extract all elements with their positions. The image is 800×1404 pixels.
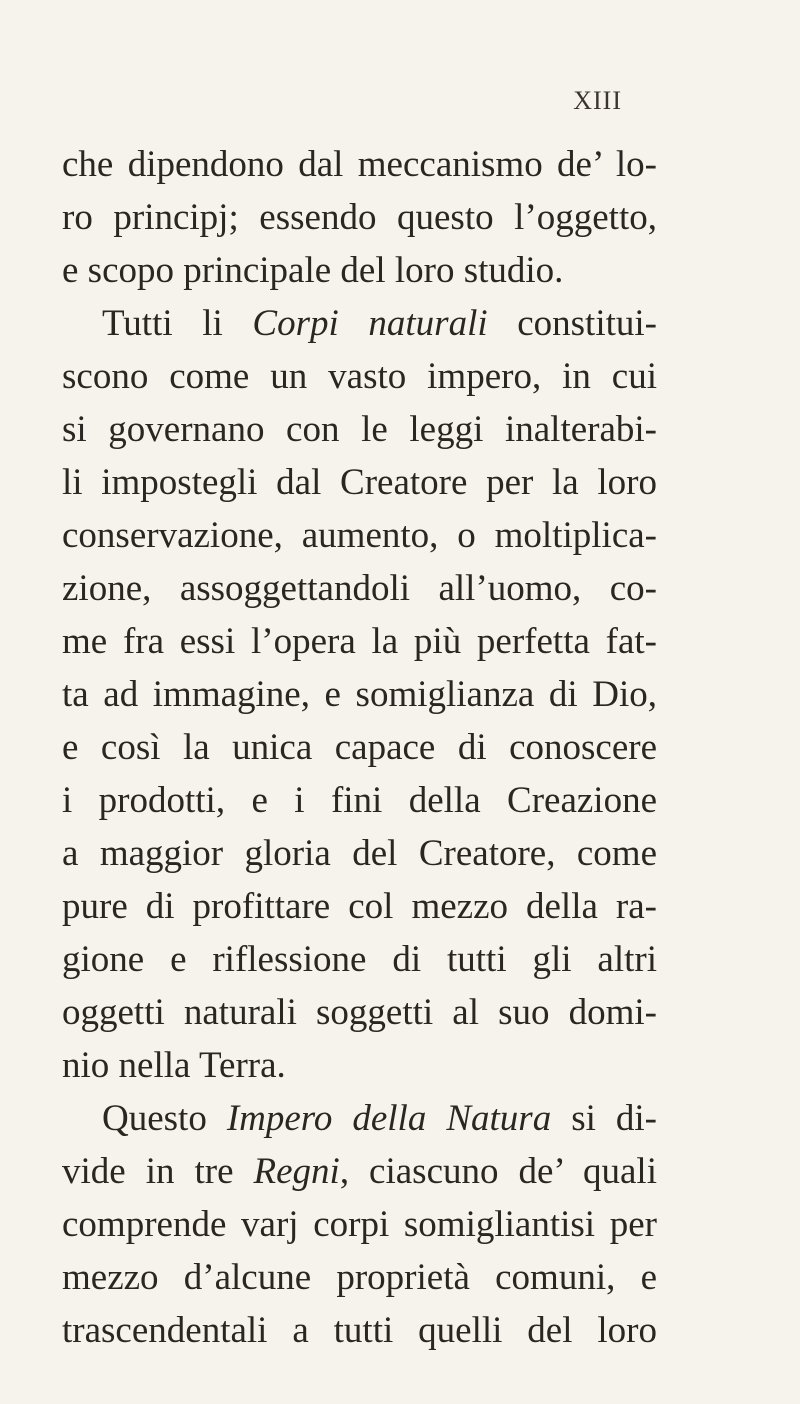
text-line [62, 986, 657, 1039]
italic-term: Regni [253, 1151, 340, 1192]
text-line [62, 509, 657, 562]
text-line [62, 1251, 657, 1304]
text-line [62, 1092, 657, 1145]
text-line [62, 350, 657, 403]
text-line [62, 191, 657, 244]
text-segment: gione e riflessione di tutti gli altri [62, 939, 657, 980]
text-segment: mezzo d’alcune proprietà comuni, e [62, 1257, 657, 1298]
body-text [62, 138, 657, 1357]
text-line [62, 933, 657, 986]
text-segment: scono come un vasto impero, in cui [62, 356, 657, 397]
text-line [62, 615, 657, 668]
text-segment: i prodotti, e i fini della Creazione [62, 780, 657, 821]
text-line [62, 297, 657, 350]
text-segment: comprende varj corpi somigliantisi per [62, 1204, 657, 1245]
text-line [62, 774, 657, 827]
text-segment: vide in tre [62, 1151, 254, 1192]
text-line [62, 456, 657, 509]
text-segment: e scopo principale del loro studio. [62, 250, 564, 291]
text-line [62, 668, 657, 721]
text-line [62, 562, 657, 615]
text-segment: a maggior gloria del Creatore, come [62, 833, 657, 874]
italic-term: Impero della Natura [226, 1098, 552, 1139]
text-segment: constitui- [487, 303, 657, 344]
text-segment: si di- [551, 1098, 658, 1139]
text-line [62, 880, 657, 933]
text-line [62, 1198, 657, 1251]
text-segment: trascendentali a tutti quelli del loro [62, 1310, 657, 1351]
text-line [62, 1039, 657, 1092]
text-segment: zione, assoggettandoli all’uomo, co- [62, 568, 657, 609]
text-line [62, 403, 657, 456]
text-line [62, 138, 657, 191]
text-segment: , ciascuno de’ quali [339, 1151, 657, 1192]
text-segment: ro principj; essendo questo l’oggetto, [62, 197, 657, 238]
text-line [62, 244, 657, 297]
text-line [62, 721, 657, 774]
text-segment: li impostegli dal Creatore per la loro [62, 462, 657, 503]
text-segment: ta ad immagine, e somiglianza di Dio, [62, 674, 657, 715]
text-segment: Tutti li [102, 303, 253, 344]
text-segment: e così la unica capace di conoscere [62, 727, 657, 768]
text-segment: oggetti naturali soggetti al suo domi- [62, 992, 657, 1033]
text-segment: che dipendono dal meccanismo de’ lo- [62, 144, 657, 185]
text-segment: pure di profittare col mezzo della ra- [62, 886, 657, 927]
text-line [62, 827, 657, 880]
page-number: XIII [573, 86, 622, 115]
text-segment: me fra essi l’opera la più perfetta fat- [62, 621, 657, 662]
text-segment: Questo [102, 1098, 227, 1139]
text-line [62, 1304, 657, 1357]
text-line [62, 1145, 657, 1198]
italic-term: Corpi naturali [252, 303, 488, 344]
text-segment: conservazione, aumento, o moltiplica- [62, 515, 657, 556]
text-segment: nio nella Terra. [62, 1045, 286, 1086]
text-segment: si governano con le leggi inalterabi- [62, 409, 657, 450]
